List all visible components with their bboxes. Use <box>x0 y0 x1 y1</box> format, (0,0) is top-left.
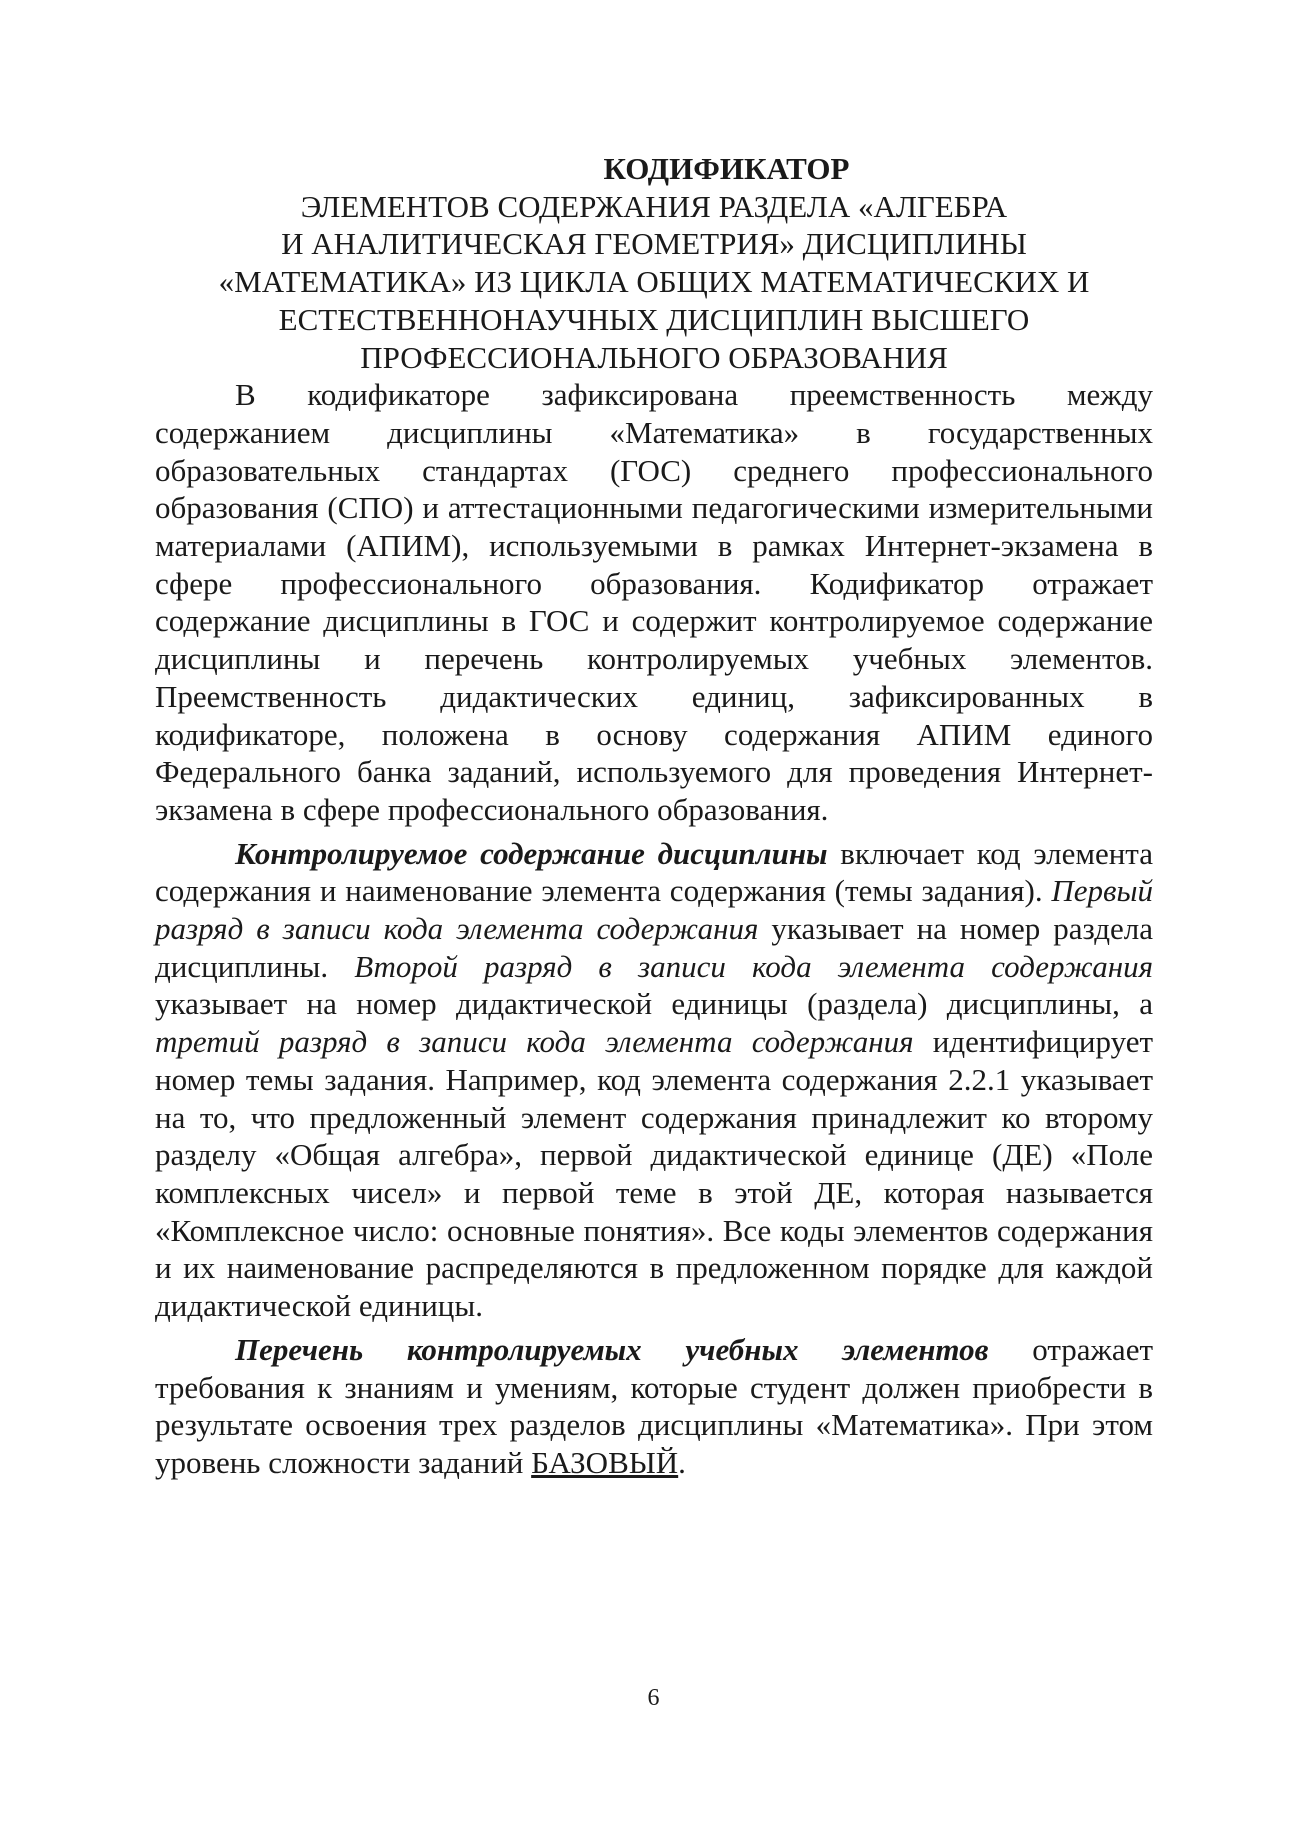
document-subtitle <box>155 188 1153 377</box>
paragraph-text: отражает требования к знаниям и умениям, которые студент должен приобрести в результате освоения трех разделов дисциплины «Математика». При этом уровень сложности заданий <box>155 1331 1153 1480</box>
learning-elements-paragraph <box>155 1331 1153 1482</box>
document-page <box>155 150 1153 1482</box>
paragraph-text: включает код элемента содержания и наименование элемента содержания (темы задания). <box>155 835 1153 909</box>
controlled-content-paragraph <box>155 835 1153 1325</box>
paragraph-text: . <box>678 1444 686 1480</box>
paragraph-text: идентифицирует номер темы задания. Например, код элемента содержания 2.2.1 указывает на то, что предложенный элемент содержания принадлежит ко второму разделу «Общая алгебра», первой дидактической единице (ДЕ) «Поле комплексных чисел» и первой теме в этой ДЕ, которая называется «Комплексное число: основные понятия». Все коды элементов содержания и их наименование распределяются в предложенном порядке для каждой дидактической единицы. <box>155 1024 1153 1324</box>
learning-elements-lead: Перечень контролируемых учебных элементов <box>235 1331 989 1367</box>
paragraph-text: указывает на номер дидактической единицы (раздела) дисциплины, а <box>155 986 1153 1022</box>
subtitle-line: ЭЛЕМЕНТОВ СОДЕРЖАНИЯ РАЗДЕЛА «АЛГЕБРА <box>300 188 1008 224</box>
intro-paragraph: В кодификаторе зафиксирована преемственность между содержанием дисциплины «Математика» в государственных образовательных стандартах (ГОС) среднего профессионального образования (СПО) и аттестационными педагогическими измерительными материалами (АПИМ), используемыми в рамках Интернет-экзамена в сфере профессионального образования. Кодификатор отражает содержание дисциплины в ГОС и содержит контролируемое содержание дисциплины и перечень контролируемых учебных элементов. Преемственность дидактических единиц, зафиксированных в кодификаторе, положена в основу содержания АПИМ единого Федерального банка заданий, используемого для проведения Интернет-экзамена в сфере профессионального образования. <box>155 377 1153 827</box>
subtitle-line: «МАТЕМАТИКА» ИЗ ЦИКЛА ОБЩИХ МАТЕМАТИЧЕСКИХ И <box>218 264 1090 300</box>
subtitle-line: И АНАЛИТИЧЕСКАЯ ГЕОМЕТРИЯ» ДИСЦИПЛИНЫ <box>281 226 1027 262</box>
document-title: КОДИФИКАТОР <box>603 151 850 186</box>
controlled-content-lead: Контролируемое содержание дисциплины <box>235 835 828 871</box>
paragraph-text: указывает на номер раздела дисциплины. <box>155 911 1153 984</box>
third-digit-phrase: третий разряд в записи кода элемента содержания <box>155 1024 914 1060</box>
second-digit-phrase: Второй разряд в записи кода элемента содержания <box>354 948 1153 984</box>
difficulty-level: БАЗОВЫЙ <box>531 1444 679 1480</box>
subtitle-line: ЕСТЕСТВЕННОНАУЧНЫХ ДИСЦИПЛИН ВЫСШЕГО <box>278 301 1030 337</box>
first-digit-phrase: Первый разряд в записи кода элемента содержания <box>155 873 1153 947</box>
page-number: 6 <box>647 1685 660 1711</box>
subtitle-line: ПРОФЕССИОНАЛЬНОГО ОБРАЗОВАНИЯ <box>360 339 948 375</box>
